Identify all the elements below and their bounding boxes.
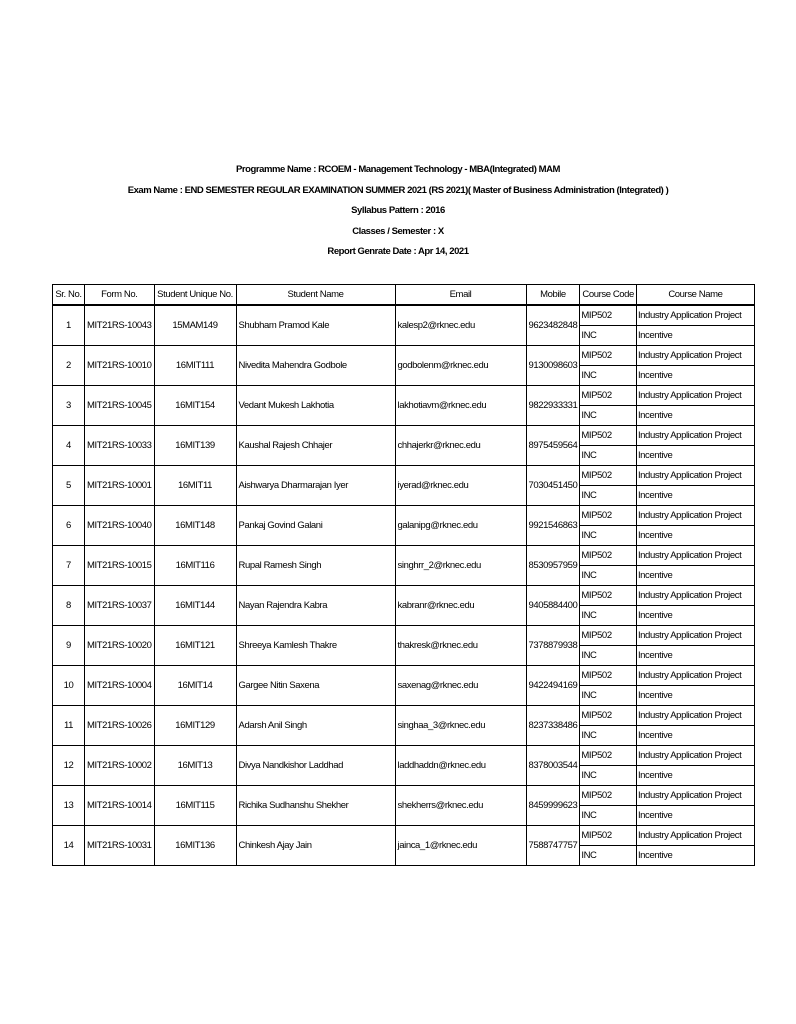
form-no-cell: MIT21RS-10001 <box>85 466 155 506</box>
course-code-cell: MIP502 <box>580 426 637 446</box>
student-unique-no-cell: 15MAM149 <box>154 305 236 346</box>
sr-no-cell: 3 <box>53 386 85 426</box>
table-row <box>53 706 755 726</box>
sr-no-cell: 14 <box>53 826 85 866</box>
student-unique-no-cell: 16MIT13 <box>154 746 236 786</box>
syllabus-pattern: Syllabus Pattern : 2016 <box>351 205 445 216</box>
sr-no-cell: 9 <box>53 626 85 666</box>
course-name-cell: Industry Application Project <box>636 426 754 446</box>
course-name-cell: Industry Application Project <box>636 706 754 726</box>
email-cell: godbolenm@rknec.edu <box>395 346 526 386</box>
course-name-cell: Industry Application Project <box>636 346 754 366</box>
table-row <box>53 826 755 846</box>
form-no-cell: MIT21RS-10043 <box>85 305 155 346</box>
course-name-cell: Incentive <box>636 646 754 666</box>
course-code-cell: MIP502 <box>580 626 637 646</box>
course-name-cell: Incentive <box>636 526 754 546</box>
sr-no-cell: 6 <box>53 506 85 546</box>
course-name-cell: Incentive <box>636 366 754 386</box>
mobile-cell: 8459999623 <box>526 786 580 826</box>
table-row <box>53 546 755 566</box>
course-name-cell: Industry Application Project <box>636 305 754 326</box>
course-code-cell: INC <box>580 726 637 746</box>
student-name-cell: Kaushal Rajesh Chhajer <box>236 426 395 466</box>
course-code-cell: INC <box>580 326 637 346</box>
email-cell: thakresk@rknec.edu <box>395 626 526 666</box>
course-name-cell: Industry Application Project <box>636 786 754 806</box>
form-no-cell: MIT21RS-10020 <box>85 626 155 666</box>
student-unique-no-cell: 16MIT148 <box>154 506 236 546</box>
student-unique-no-cell: 16MIT11 <box>154 466 236 506</box>
table-row <box>53 466 755 486</box>
course-code-cell: MIP502 <box>580 346 637 366</box>
table-row <box>53 586 755 606</box>
student-name-cell: Chinkesh Ajay Jain <box>236 826 395 866</box>
course-code-cell: MIP502 <box>580 586 637 606</box>
course-code-cell: INC <box>580 606 637 626</box>
student-unique-no-cell: 16MIT139 <box>154 426 236 466</box>
course-name-cell: Incentive <box>636 486 754 506</box>
mobile-cell: 7588747757 <box>526 826 580 866</box>
classes-semester: Classes / Semester : X <box>352 225 444 237</box>
student-name-cell: Divya Nandkishor Laddhad <box>236 746 395 786</box>
course-code-cell: INC <box>580 486 637 506</box>
col-header-name: Student Name <box>236 285 395 306</box>
form-no-cell: MIT21RS-10031 <box>85 826 155 866</box>
student-unique-no-cell: 16MIT144 <box>154 586 236 626</box>
student-unique-no-cell: 16MIT14 <box>154 666 236 706</box>
mobile-cell: 7378879938 <box>526 626 580 666</box>
report-date: Report Genrate Date : Apr 14, 2021 <box>327 246 469 257</box>
mobile-cell: 9822933331 <box>526 386 580 426</box>
course-name-cell: Industry Application Project <box>636 466 754 486</box>
table-row <box>53 746 755 766</box>
email-cell: lakhotiavm@rknec.edu <box>395 386 526 426</box>
course-code-cell: INC <box>580 806 637 826</box>
course-code-cell: MIP502 <box>580 706 637 726</box>
col-header-form: Form No. <box>85 285 155 306</box>
email-cell: jainca_1@rknec.edu <box>395 826 526 866</box>
mobile-cell: 9623482848 <box>526 305 580 346</box>
table-row <box>53 786 755 806</box>
mobile-cell: 8530957959 <box>526 546 580 586</box>
form-no-cell: MIT21RS-10037 <box>85 586 155 626</box>
course-code-cell: MIP502 <box>580 786 637 806</box>
table-row <box>53 346 755 366</box>
course-name-cell: Incentive <box>636 406 754 426</box>
table-row <box>53 506 755 526</box>
course-name-cell: Incentive <box>636 726 754 746</box>
form-no-cell: MIT21RS-10040 <box>85 506 155 546</box>
course-name-cell: Industry Application Project <box>636 546 754 566</box>
table-row <box>53 666 755 686</box>
mobile-cell: 8975459564 <box>526 426 580 466</box>
mobile-cell: 9422494169 <box>526 666 580 706</box>
course-name-cell: Industry Application Project <box>636 626 754 646</box>
course-code-cell: INC <box>580 446 637 466</box>
student-unique-no-cell: 16MIT136 <box>154 826 236 866</box>
course-code-cell: INC <box>580 406 637 426</box>
form-no-cell: MIT21RS-10033 <box>85 426 155 466</box>
mobile-cell: 9405884400 <box>526 586 580 626</box>
mobile-cell: 8237338486 <box>526 706 580 746</box>
col-header-course-name: Course Name <box>636 285 754 306</box>
mobile-cell: 9921546863 <box>526 506 580 546</box>
table-row <box>53 386 755 406</box>
sr-no-cell: 13 <box>53 786 85 826</box>
form-no-cell: MIT21RS-10026 <box>85 706 155 746</box>
email-cell: laddhaddn@rknec.edu <box>395 746 526 786</box>
student-name-cell: Nayan Rajendra Kabra <box>236 586 395 626</box>
col-header-mobile: Mobile <box>526 285 580 306</box>
course-code-cell: MIP502 <box>580 506 637 526</box>
student-unique-no-cell: 16MIT129 <box>154 706 236 746</box>
course-code-cell: INC <box>580 526 637 546</box>
student-name-cell: Vedant Mukesh Lakhotia <box>236 386 395 426</box>
table-row <box>53 305 755 326</box>
course-name-cell: Incentive <box>636 566 754 586</box>
email-cell: singhrr_2@rknec.edu <box>395 546 526 586</box>
email-cell: chhajerkr@rknec.edu <box>395 426 526 466</box>
course-name-cell: Incentive <box>636 446 754 466</box>
student-unique-no-cell: 16MIT111 <box>154 346 236 386</box>
course-name-cell: Incentive <box>636 766 754 786</box>
student-course-table <box>52 284 755 866</box>
form-no-cell: MIT21RS-10015 <box>85 546 155 586</box>
sr-no-cell: 7 <box>53 546 85 586</box>
table-header-row <box>53 285 755 306</box>
course-code-cell: INC <box>580 846 637 866</box>
mobile-cell: 7030451450 <box>526 466 580 506</box>
mobile-cell: 9130098603 <box>526 346 580 386</box>
exam-name: Exam Name : END SEMESTER REGULAR EXAMINATION SUMMER 2021 (RS 2021)( Master of Business Administration (Integrated) ) <box>127 184 669 196</box>
student-name-cell: Pankaj Govind Galani <box>236 506 395 546</box>
student-name-cell: Aishwarya Dharmarajan Iyer <box>236 466 395 506</box>
course-name-cell: Industry Application Project <box>636 506 754 526</box>
course-name-cell: Industry Application Project <box>636 826 754 846</box>
student-name-cell: Gargee Nitin Saxena <box>236 666 395 706</box>
student-unique-no-cell: 16MIT121 <box>154 626 236 666</box>
course-code-cell: INC <box>580 646 637 666</box>
sr-no-cell: 10 <box>53 666 85 706</box>
email-cell: galanipg@rknec.edu <box>395 506 526 546</box>
sr-no-cell: 11 <box>53 706 85 746</box>
form-no-cell: MIT21RS-10014 <box>85 786 155 826</box>
course-name-cell: Industry Application Project <box>636 386 754 406</box>
course-code-cell: MIP502 <box>580 305 637 326</box>
col-header-course-code: Course Code <box>580 285 637 306</box>
student-name-cell: Richika Sudhanshu Shekher <box>236 786 395 826</box>
col-header-sr: Sr. No. <box>53 285 85 306</box>
course-code-cell: INC <box>580 566 637 586</box>
col-header-uid: Student Unique No. <box>154 285 236 306</box>
course-name-cell: Incentive <box>636 606 754 626</box>
form-no-cell: MIT21RS-10004 <box>85 666 155 706</box>
course-code-cell: MIP502 <box>580 466 637 486</box>
course-name-cell: Incentive <box>636 806 754 826</box>
sr-no-cell: 4 <box>53 426 85 466</box>
course-code-cell: INC <box>580 366 637 386</box>
course-code-cell: MIP502 <box>580 746 637 766</box>
table-row <box>53 626 755 646</box>
course-name-cell: Industry Application Project <box>636 586 754 606</box>
email-cell: iyerad@rknec.edu <box>395 466 526 506</box>
table-row <box>53 426 755 446</box>
course-code-cell: MIP502 <box>580 826 637 846</box>
email-cell: saxenag@rknec.edu <box>395 666 526 706</box>
email-cell: kalesp2@rknec.edu <box>395 305 526 346</box>
form-no-cell: MIT21RS-10010 <box>85 346 155 386</box>
mobile-cell: 8378003544 <box>526 746 580 786</box>
form-no-cell: MIT21RS-10045 <box>85 386 155 426</box>
course-code-cell: MIP502 <box>580 666 637 686</box>
email-cell: shekherrs@rknec.edu <box>395 786 526 826</box>
course-name-cell: Industry Application Project <box>636 746 754 766</box>
course-name-cell: Industry Application Project <box>636 666 754 686</box>
table-body <box>53 305 755 866</box>
student-name-cell: Shreeya Kamlesh Thakre <box>236 626 395 666</box>
course-code-cell: MIP502 <box>580 546 637 566</box>
course-code-cell: INC <box>580 766 637 786</box>
report-header <box>0 160 796 263</box>
sr-no-cell: 1 <box>53 305 85 346</box>
email-cell: singhaa_3@rknec.edu <box>395 706 526 746</box>
col-header-email: Email <box>395 285 526 306</box>
course-code-cell: INC <box>580 686 637 706</box>
course-name-cell: Incentive <box>636 846 754 866</box>
sr-no-cell: 12 <box>53 746 85 786</box>
table-viewport <box>52 284 774 861</box>
student-unique-no-cell: 16MIT116 <box>154 546 236 586</box>
course-code-cell: MIP502 <box>580 386 637 406</box>
sr-no-cell: 2 <box>53 346 85 386</box>
student-unique-no-cell: 16MIT115 <box>154 786 236 826</box>
student-unique-no-cell: 16MIT154 <box>154 386 236 426</box>
form-no-cell: MIT21RS-10002 <box>85 746 155 786</box>
student-name-cell: Shubham Pramod Kale <box>236 305 395 346</box>
course-name-cell: Incentive <box>636 686 754 706</box>
email-cell: kabranr@rknec.edu <box>395 586 526 626</box>
course-name-cell: Incentive <box>636 326 754 346</box>
sr-no-cell: 8 <box>53 586 85 626</box>
student-name-cell: Rupal Ramesh Singh <box>236 546 395 586</box>
student-name-cell: Nivedita Mahendra Godbole <box>236 346 395 386</box>
programme-name: Programme Name : RCOEM - Management Technology - MBA(Integrated) MAM <box>236 164 560 175</box>
student-name-cell: Adarsh Anil Singh <box>236 706 395 746</box>
sr-no-cell: 5 <box>53 466 85 506</box>
